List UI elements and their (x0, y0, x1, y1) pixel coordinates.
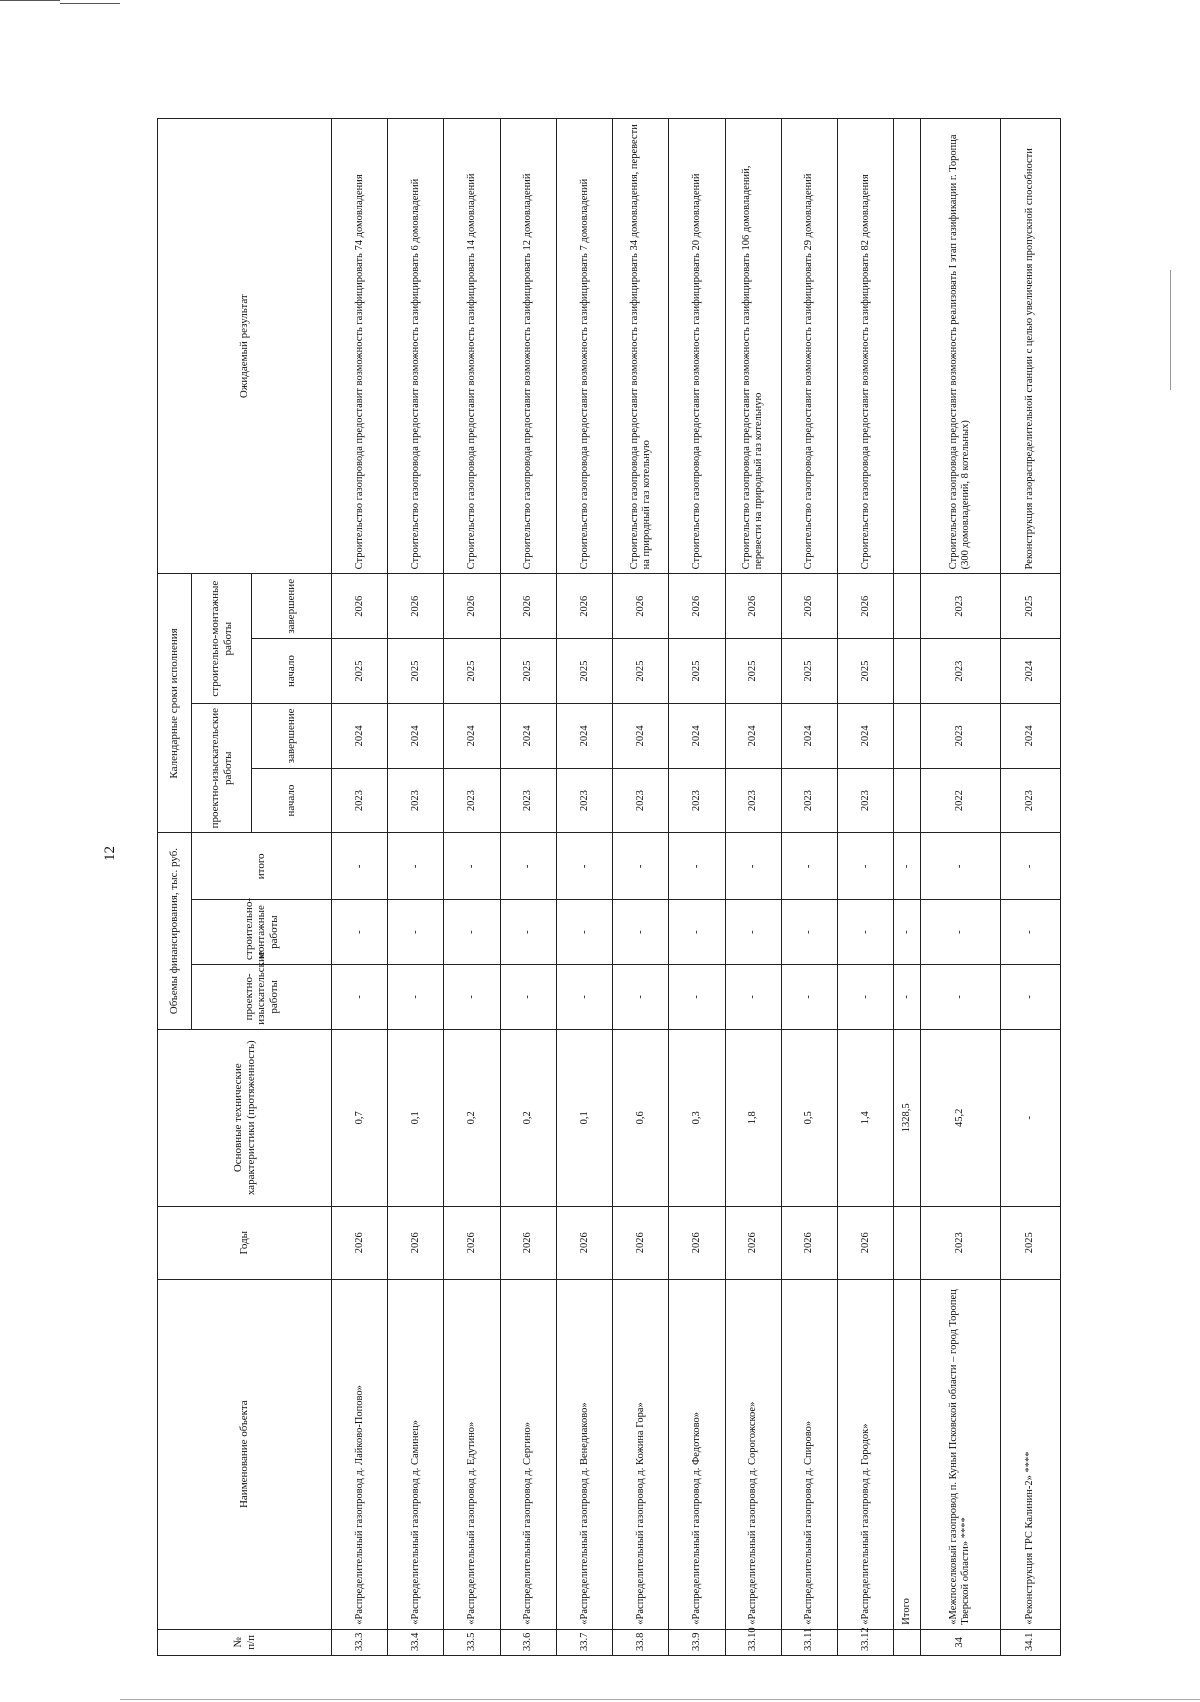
cell-fin-total: - (838, 833, 894, 900)
cell-design-start: 2023 (556, 768, 612, 833)
cell-num: 33.8 (613, 1629, 669, 1655)
cell-year: 2026 (781, 1206, 837, 1279)
cell-build-start: 2025 (332, 639, 388, 704)
page-number: 12 (102, 846, 118, 861)
cell-empty (894, 768, 921, 833)
scan-artifact (1170, 270, 1171, 390)
cell-design-end: 2024 (725, 703, 781, 768)
cell-design-start: 2023 (781, 768, 837, 833)
table-row (332, 119, 388, 1656)
cell-build-end: 2026 (444, 574, 500, 639)
cell-build-start: 2025 (556, 639, 612, 704)
cell-tech: 0,1 (556, 1029, 612, 1206)
cell-name: «Распределительный газопровод д. Сорогожское» (725, 1279, 781, 1629)
cell-name: «Распределительный газопровод д. Лайково-Попово» (332, 1279, 388, 1629)
table-row (921, 119, 1000, 1656)
cell-num: 33.3 (332, 1629, 388, 1655)
cell-tech: 0,3 (669, 1029, 725, 1206)
table-row (444, 119, 500, 1656)
cell-build-end: 2026 (556, 574, 612, 639)
table-row (388, 119, 444, 1656)
cell-fin-build: - (838, 900, 894, 965)
cell-name: «Реконструкция ГРС Калинин-2» **** (1000, 1279, 1060, 1629)
header-name: Наименование объекта (158, 1279, 332, 1629)
objects-table (157, 118, 1061, 1656)
cell-year: 2026 (838, 1206, 894, 1279)
cell-design-start: 2023 (388, 768, 444, 833)
cell-fin-total: - (388, 833, 444, 900)
cell-empty (894, 639, 921, 704)
total-row (894, 119, 921, 1656)
cell-design-end: 2024 (838, 703, 894, 768)
cell-result: Строительство газопровода предоставит возможность газифицировать 20 домовладений (669, 119, 725, 574)
cell-build-end: 2026 (725, 574, 781, 639)
cell-fin-total: - (444, 833, 500, 900)
cell-build-end: 2023 (921, 574, 1000, 639)
header-fin-design: проектно-изыскательские работы (192, 964, 332, 1029)
cell-fin-build: - (444, 900, 500, 965)
cell-design-end: 2024 (669, 703, 725, 768)
cell-design-end: 2024 (500, 703, 556, 768)
cell-result: Строительство газопровода предоставит возможность газифицировать 29 домовладений (781, 119, 837, 574)
cell-tech: 0,7 (332, 1029, 388, 1206)
cell-name: «Распределительный газопровод д. Спирово» (781, 1279, 837, 1629)
cell-num: 34.1 (1000, 1629, 1060, 1655)
table-row (669, 119, 725, 1656)
cell-design-end: 2024 (444, 703, 500, 768)
cell-result: Строительство газопровода предоставит возможность газифицировать 74 домовладения (332, 119, 388, 574)
header-schedule: Календарные сроки исполнения (158, 574, 192, 833)
cell-design-start: 2023 (332, 768, 388, 833)
cell-result: Строительство газопровода предоставит возможность газифицировать 106 домовладений, перевести на природный газ котельную (725, 119, 781, 574)
cell-empty (894, 119, 921, 574)
cell-design-start: 2023 (838, 768, 894, 833)
cell-fin-total: - (332, 833, 388, 900)
cell-fin-total: - (669, 833, 725, 900)
cell-build-end: 2025 (1000, 574, 1060, 639)
total-fin-design: - (894, 964, 921, 1029)
cell-design-start: 2023 (1000, 768, 1060, 833)
cell-fin-total: - (781, 833, 837, 900)
cell-fin-design: - (921, 964, 1000, 1029)
header-finance: Объемы финансирования, тыс. руб. (158, 833, 192, 1029)
cell-name: «Межпоселковый газопровод п. Куньи Псковской области – город Торопец Тверской области» **** (921, 1279, 1000, 1629)
cell-build-start: 2025 (388, 639, 444, 704)
cell-build-start: 2023 (921, 639, 1000, 704)
table-body (332, 119, 1061, 1656)
cell-fin-design: - (613, 964, 669, 1029)
table-row (1000, 119, 1060, 1656)
table-row (838, 119, 894, 1656)
cell-fin-build: - (781, 900, 837, 965)
cell-name: «Распределительный газопровод д. Венедиаково» (556, 1279, 612, 1629)
cell-year: 2025 (1000, 1206, 1060, 1279)
cell-result: Строительство газопровода предоставит возможность газифицировать 34 домовладения, перевести на природный газ котельную (613, 119, 669, 574)
cell-tech: 1,8 (725, 1029, 781, 1206)
cell-result: Строительство газопровода предоставит возможность газифицировать 7 домовладений (556, 119, 612, 574)
cell-year: 2026 (444, 1206, 500, 1279)
cell-build-start: 2025 (725, 639, 781, 704)
cell-tech: 0,2 (444, 1029, 500, 1206)
cell-build-start: 2025 (444, 639, 500, 704)
total-label: Итого (894, 1279, 921, 1629)
cell-build-start: 2025 (500, 639, 556, 704)
header-start: начало (252, 639, 332, 704)
cell-build-start: 2025 (781, 639, 837, 704)
cell-name: «Распределительный газопровод д. Городок» (838, 1279, 894, 1629)
cell-num: 33.9 (669, 1629, 725, 1655)
cell-tech: 0,5 (781, 1029, 837, 1206)
cell-tech: 1,4 (838, 1029, 894, 1206)
cell-empty (894, 574, 921, 639)
cell-year: 2026 (332, 1206, 388, 1279)
header-sched-design: проектно-изыскательские работы (192, 703, 252, 833)
cell-fin-build: - (332, 900, 388, 965)
cell-result: Строительство газопровода предоставит возможность газифицировать 12 домовладений (500, 119, 556, 574)
cell-tech: - (1000, 1029, 1060, 1206)
cell-fin-total: - (500, 833, 556, 900)
cell-num: 33.10 (725, 1629, 781, 1655)
cell-num: 34 (921, 1629, 1000, 1655)
cell-fin-design: - (556, 964, 612, 1029)
header-fin-total: итого (192, 833, 332, 900)
cell-year: 2026 (725, 1206, 781, 1279)
cell-num: 33.6 (500, 1629, 556, 1655)
total-fin-build: - (894, 900, 921, 965)
cell-fin-build: - (500, 900, 556, 965)
cell-name: «Распределительный газопровод д. Федотково» (669, 1279, 725, 1629)
cell-fin-design: - (444, 964, 500, 1029)
cell-design-start: 2022 (921, 768, 1000, 833)
total-tech: 1328,5 (894, 1029, 921, 1206)
cell-tech: 0,1 (388, 1029, 444, 1206)
header-fin-build: строительно-монтажные работы (192, 900, 332, 965)
cell-design-end: 2024 (1000, 703, 1060, 768)
cell-design-start: 2023 (444, 768, 500, 833)
cell-result: Строительство газопровода предоставит возможность газифицировать 14 домовладений (444, 119, 500, 574)
cell-fin-design: - (500, 964, 556, 1029)
cell-design-start: 2023 (613, 768, 669, 833)
cell-design-end: 2024 (332, 703, 388, 768)
table-row (781, 119, 837, 1656)
table-row (725, 119, 781, 1656)
cell-fin-total: - (725, 833, 781, 900)
cell-build-end: 2026 (388, 574, 444, 639)
scan-artifact (0, 0, 60, 1)
cell-fin-build: - (725, 900, 781, 965)
cell-build-start: 2025 (613, 639, 669, 704)
cell-fin-design: - (388, 964, 444, 1029)
cell-build-end: 2026 (613, 574, 669, 639)
cell-fin-build: - (556, 900, 612, 965)
cell-build-start: 2024 (1000, 639, 1060, 704)
header-end: завершение (252, 574, 332, 639)
cell-empty (894, 1206, 921, 1279)
cell-num: 33.11 (781, 1629, 837, 1655)
cell-fin-design: - (669, 964, 725, 1029)
cell-fin-build: - (921, 900, 1000, 965)
cell-build-start: 2025 (838, 639, 894, 704)
cell-year: 2026 (556, 1206, 612, 1279)
table-row (613, 119, 669, 1656)
cell-result: Строительство газопровода предоставит возможность реализовать I этап газификации г. Торопца (300 домовладений, 8 котельных) (921, 119, 1000, 574)
cell-result: Строительство газопровода предоставит возможность газифицировать 82 домовладения (838, 119, 894, 574)
cell-fin-design: - (725, 964, 781, 1029)
cell-design-end: 2024 (388, 703, 444, 768)
cell-num: 33.4 (388, 1629, 444, 1655)
cell-empty (894, 1629, 921, 1655)
cell-fin-build: - (388, 900, 444, 965)
rotated-table (157, 118, 1061, 1656)
cell-fin-design: - (332, 964, 388, 1029)
cell-num: 33.5 (444, 1629, 500, 1655)
scan-artifact (120, 1699, 1200, 1700)
header-start: начало (252, 768, 332, 833)
cell-year: 2026 (613, 1206, 669, 1279)
total-fin-total: - (894, 833, 921, 900)
cell-fin-build: - (613, 900, 669, 965)
cell-fin-design: - (838, 964, 894, 1029)
header-end: завершение (252, 703, 332, 768)
cell-design-start: 2023 (725, 768, 781, 833)
cell-fin-build: - (1000, 900, 1060, 965)
table-row (556, 119, 612, 1656)
cell-name: «Распределительный газопровод д. Кожина Гора» (613, 1279, 669, 1629)
cell-build-end: 2026 (838, 574, 894, 639)
cell-design-start: 2023 (669, 768, 725, 833)
cell-year: 2023 (921, 1206, 1000, 1279)
header-result: Ожидаемый результат (158, 119, 332, 574)
cell-fin-total: - (613, 833, 669, 900)
header-sched-build: строительно-монтажные работы (192, 574, 252, 704)
cell-fin-total: - (921, 833, 1000, 900)
table-row (500, 119, 556, 1656)
cell-tech: 0,2 (500, 1029, 556, 1206)
cell-fin-build: - (669, 900, 725, 965)
cell-fin-design: - (781, 964, 837, 1029)
cell-year: 2026 (388, 1206, 444, 1279)
cell-name: «Распределительный газопровод д. Сергино» (500, 1279, 556, 1629)
cell-num: 33.7 (556, 1629, 612, 1655)
header-num: № п/п (158, 1629, 332, 1655)
cell-design-end: 2024 (556, 703, 612, 768)
cell-build-end: 2026 (669, 574, 725, 639)
cell-fin-total: - (556, 833, 612, 900)
cell-year: 2026 (669, 1206, 725, 1279)
cell-empty (894, 703, 921, 768)
cell-design-end: 2023 (921, 703, 1000, 768)
cell-year: 2026 (500, 1206, 556, 1279)
cell-fin-design: - (1000, 964, 1060, 1029)
cell-tech: 0,6 (613, 1029, 669, 1206)
cell-result: Строительство газопровода предоставит возможность газифицировать 6 домовладений (388, 119, 444, 574)
cell-build-end: 2026 (500, 574, 556, 639)
cell-fin-total: - (1000, 833, 1060, 900)
header-years: Годы (158, 1206, 332, 1279)
scan-artifact (60, 3, 120, 4)
cell-tech: 45,2 (921, 1029, 1000, 1206)
cell-build-end: 2026 (332, 574, 388, 639)
cell-design-start: 2023 (500, 768, 556, 833)
cell-result: Реконструкция газораспределительной станции с целью увеличения пропускной способности (1000, 119, 1060, 574)
cell-design-end: 2024 (613, 703, 669, 768)
cell-build-end: 2026 (781, 574, 837, 639)
cell-build-start: 2025 (669, 639, 725, 704)
cell-design-end: 2024 (781, 703, 837, 768)
cell-num: 33.12 (838, 1629, 894, 1655)
header-tech: Основные технические характеристики (протяженность) (158, 1029, 332, 1206)
cell-name: «Распределительный газопровод д. Саминец» (388, 1279, 444, 1629)
cell-name: «Распределительный газопровод д. Едутино» (444, 1279, 500, 1629)
